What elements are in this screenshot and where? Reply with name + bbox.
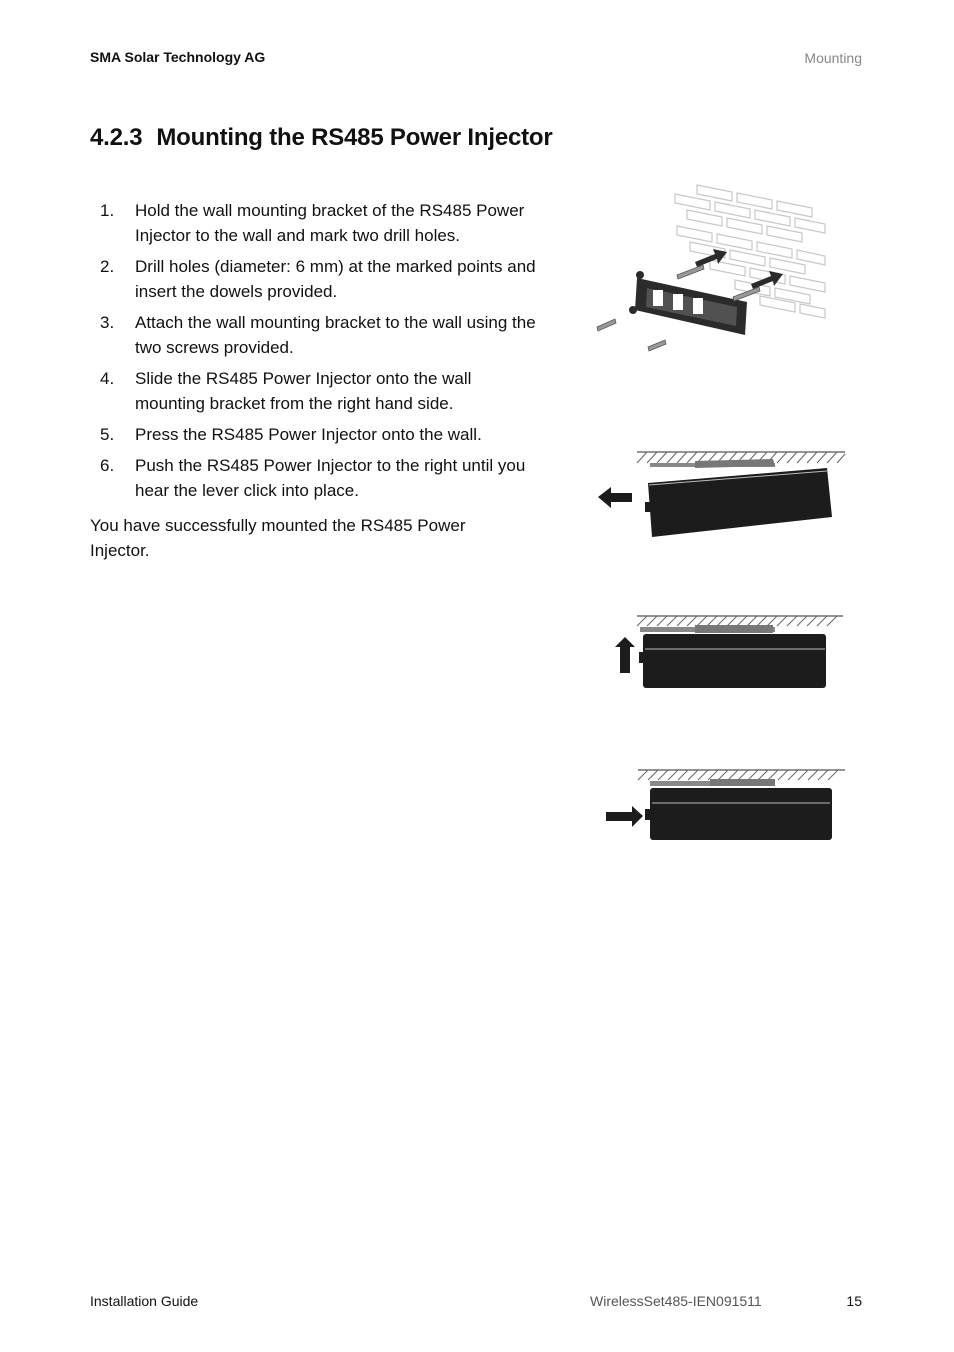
section-title-text: Mounting the RS485 Power Injector [156, 124, 553, 151]
step-item [90, 422, 540, 447]
header-company: SMA Solar Technology AG [90, 49, 266, 65]
step-number: 6. [100, 456, 115, 475]
step-text: Press the RS485 Power Injector onto the wall. [135, 425, 482, 444]
section-number: 4.2.3 [90, 124, 143, 151]
step-number: 5. [100, 425, 115, 444]
step-text: Hold the wall mounting bracket of the RS485 Power Injector to the wall and mark two drill holes. [135, 201, 525, 245]
step-number: 2. [100, 257, 115, 276]
step-item [90, 254, 540, 304]
slide-on-illustration [595, 445, 850, 545]
step-item [90, 310, 540, 360]
wall-bracket-illustration [585, 180, 835, 360]
step-text: Attach the wall mounting bracket to the wall using the two screws provided. [135, 313, 536, 357]
press-onto-wall-illustration [605, 612, 850, 692]
step-text: Push the RS485 Power Injector to the right until you hear the lever click into place. [135, 456, 526, 500]
header-chapter: Mounting [804, 50, 862, 66]
step-number: 3. [100, 313, 115, 332]
step-number: 4. [100, 369, 115, 388]
result-text: You have successfully mounted the RS485 Power Injector. [90, 516, 466, 560]
step-item [90, 366, 540, 416]
push-right-illustration [600, 765, 850, 845]
section-title [90, 124, 553, 152]
step-item [90, 453, 540, 503]
step-text: Slide the RS485 Power Injector onto the wall mounting bracket from the right hand side. [135, 369, 472, 413]
footer-doc-code: WirelessSet485-IEN091511 [590, 1293, 762, 1309]
page-number: 15 [846, 1293, 862, 1309]
step-item [90, 198, 540, 248]
step-number: 1. [100, 201, 115, 220]
footer-guide: Installation Guide [90, 1293, 199, 1309]
steps-list [90, 198, 540, 509]
step-text: Drill holes (diameter: 6 mm) at the marked points and insert the dowels provided. [135, 257, 536, 301]
